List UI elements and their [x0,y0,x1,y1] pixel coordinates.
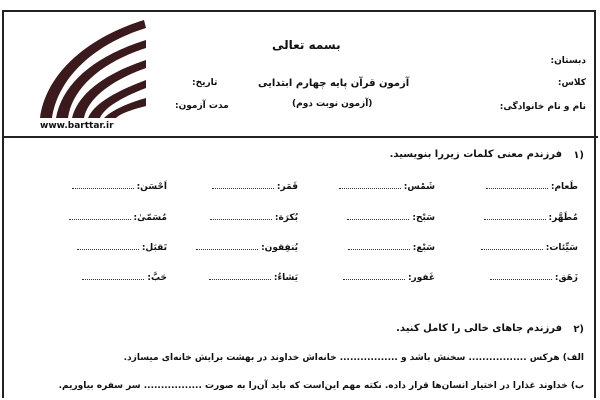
exam-round: (آزمون نوبت دوم) [292,99,373,109]
word-cell: زَهَق: [490,271,578,283]
word-cell: قَمَر: [212,180,298,192]
duration-label: مدت آزمون: [175,101,229,111]
word-cell: اَحْسَن: [72,180,167,192]
word-cell: مُسَمّیٰ: [69,211,167,223]
question-2-title: فرزندم جاهای خالی را کامل کنید. [396,323,562,334]
header-divider [2,136,598,138]
answer-blank[interactable] [196,241,258,250]
word-cell: سَبْح: [347,211,435,223]
answer-blank[interactable] [347,211,409,220]
class-label: کلاس: [557,78,586,88]
answer-blank[interactable] [348,241,410,250]
word-cell: طَعام: [486,180,578,192]
bismillah: بسمه تعالی [272,38,341,52]
answer-blank[interactable] [481,241,543,250]
word-cell: سَبْع: [348,241,435,253]
answer-blank[interactable] [343,271,405,280]
answer-blank[interactable] [82,271,144,280]
word-cell: غَفور: [343,271,435,283]
answer-blank[interactable] [69,211,131,220]
answer-blank[interactable] [490,271,552,280]
word-cell: شَمْس: [339,180,435,192]
answer-blank[interactable] [77,241,139,250]
answer-blank[interactable] [72,180,134,189]
word-cell: بُکرَة: [210,211,298,223]
word-cell: مُطَهَّر: [484,211,578,223]
date-label: تاریخ: [192,78,218,88]
question-1-number: ۱) [573,150,584,161]
fill-sentence-a: الف) هرکس ................. سخنش باشد و ................. خانه‌اش خداوند در بهشت برایش خانه‌ای میسازد. [123,353,584,363]
word-cell: حَبَّ: [82,271,167,283]
answer-blank[interactable] [209,271,271,280]
word-cell: تَقبَل: [77,241,167,253]
logo [6,14,156,136]
answer-blank[interactable] [484,211,546,220]
exam-title: آزمون قرآن پایه چهارم ابتدایی [258,78,410,89]
name-label: نام و نام خانوادگی: [499,102,586,112]
fill-sentence-b: ب) خداوند غذارا در اختیار انسان‌ها قرار داده. نکته مهم این‌است که باید آن‌را به صورت ................. سر سفره بیاوریم. [58,381,584,391]
logo-graphic [6,14,156,124]
question-2-number: ۲) [573,324,584,335]
answer-blank[interactable] [210,211,272,220]
answer-blank[interactable] [212,180,274,189]
word-cell: سَیِّئات: [481,241,578,253]
word-cell: یُنفِقون: [196,241,298,253]
word-cell: یَشاءُ: [209,271,298,283]
logo-url: www.barttar.ir [40,121,114,131]
question-1-title: فرزندم معنی کلمات زیررا بنویسید. [389,149,562,160]
answer-blank[interactable] [339,180,401,189]
answer-blank[interactable] [486,180,548,189]
school-label: دبستان: [550,56,586,66]
